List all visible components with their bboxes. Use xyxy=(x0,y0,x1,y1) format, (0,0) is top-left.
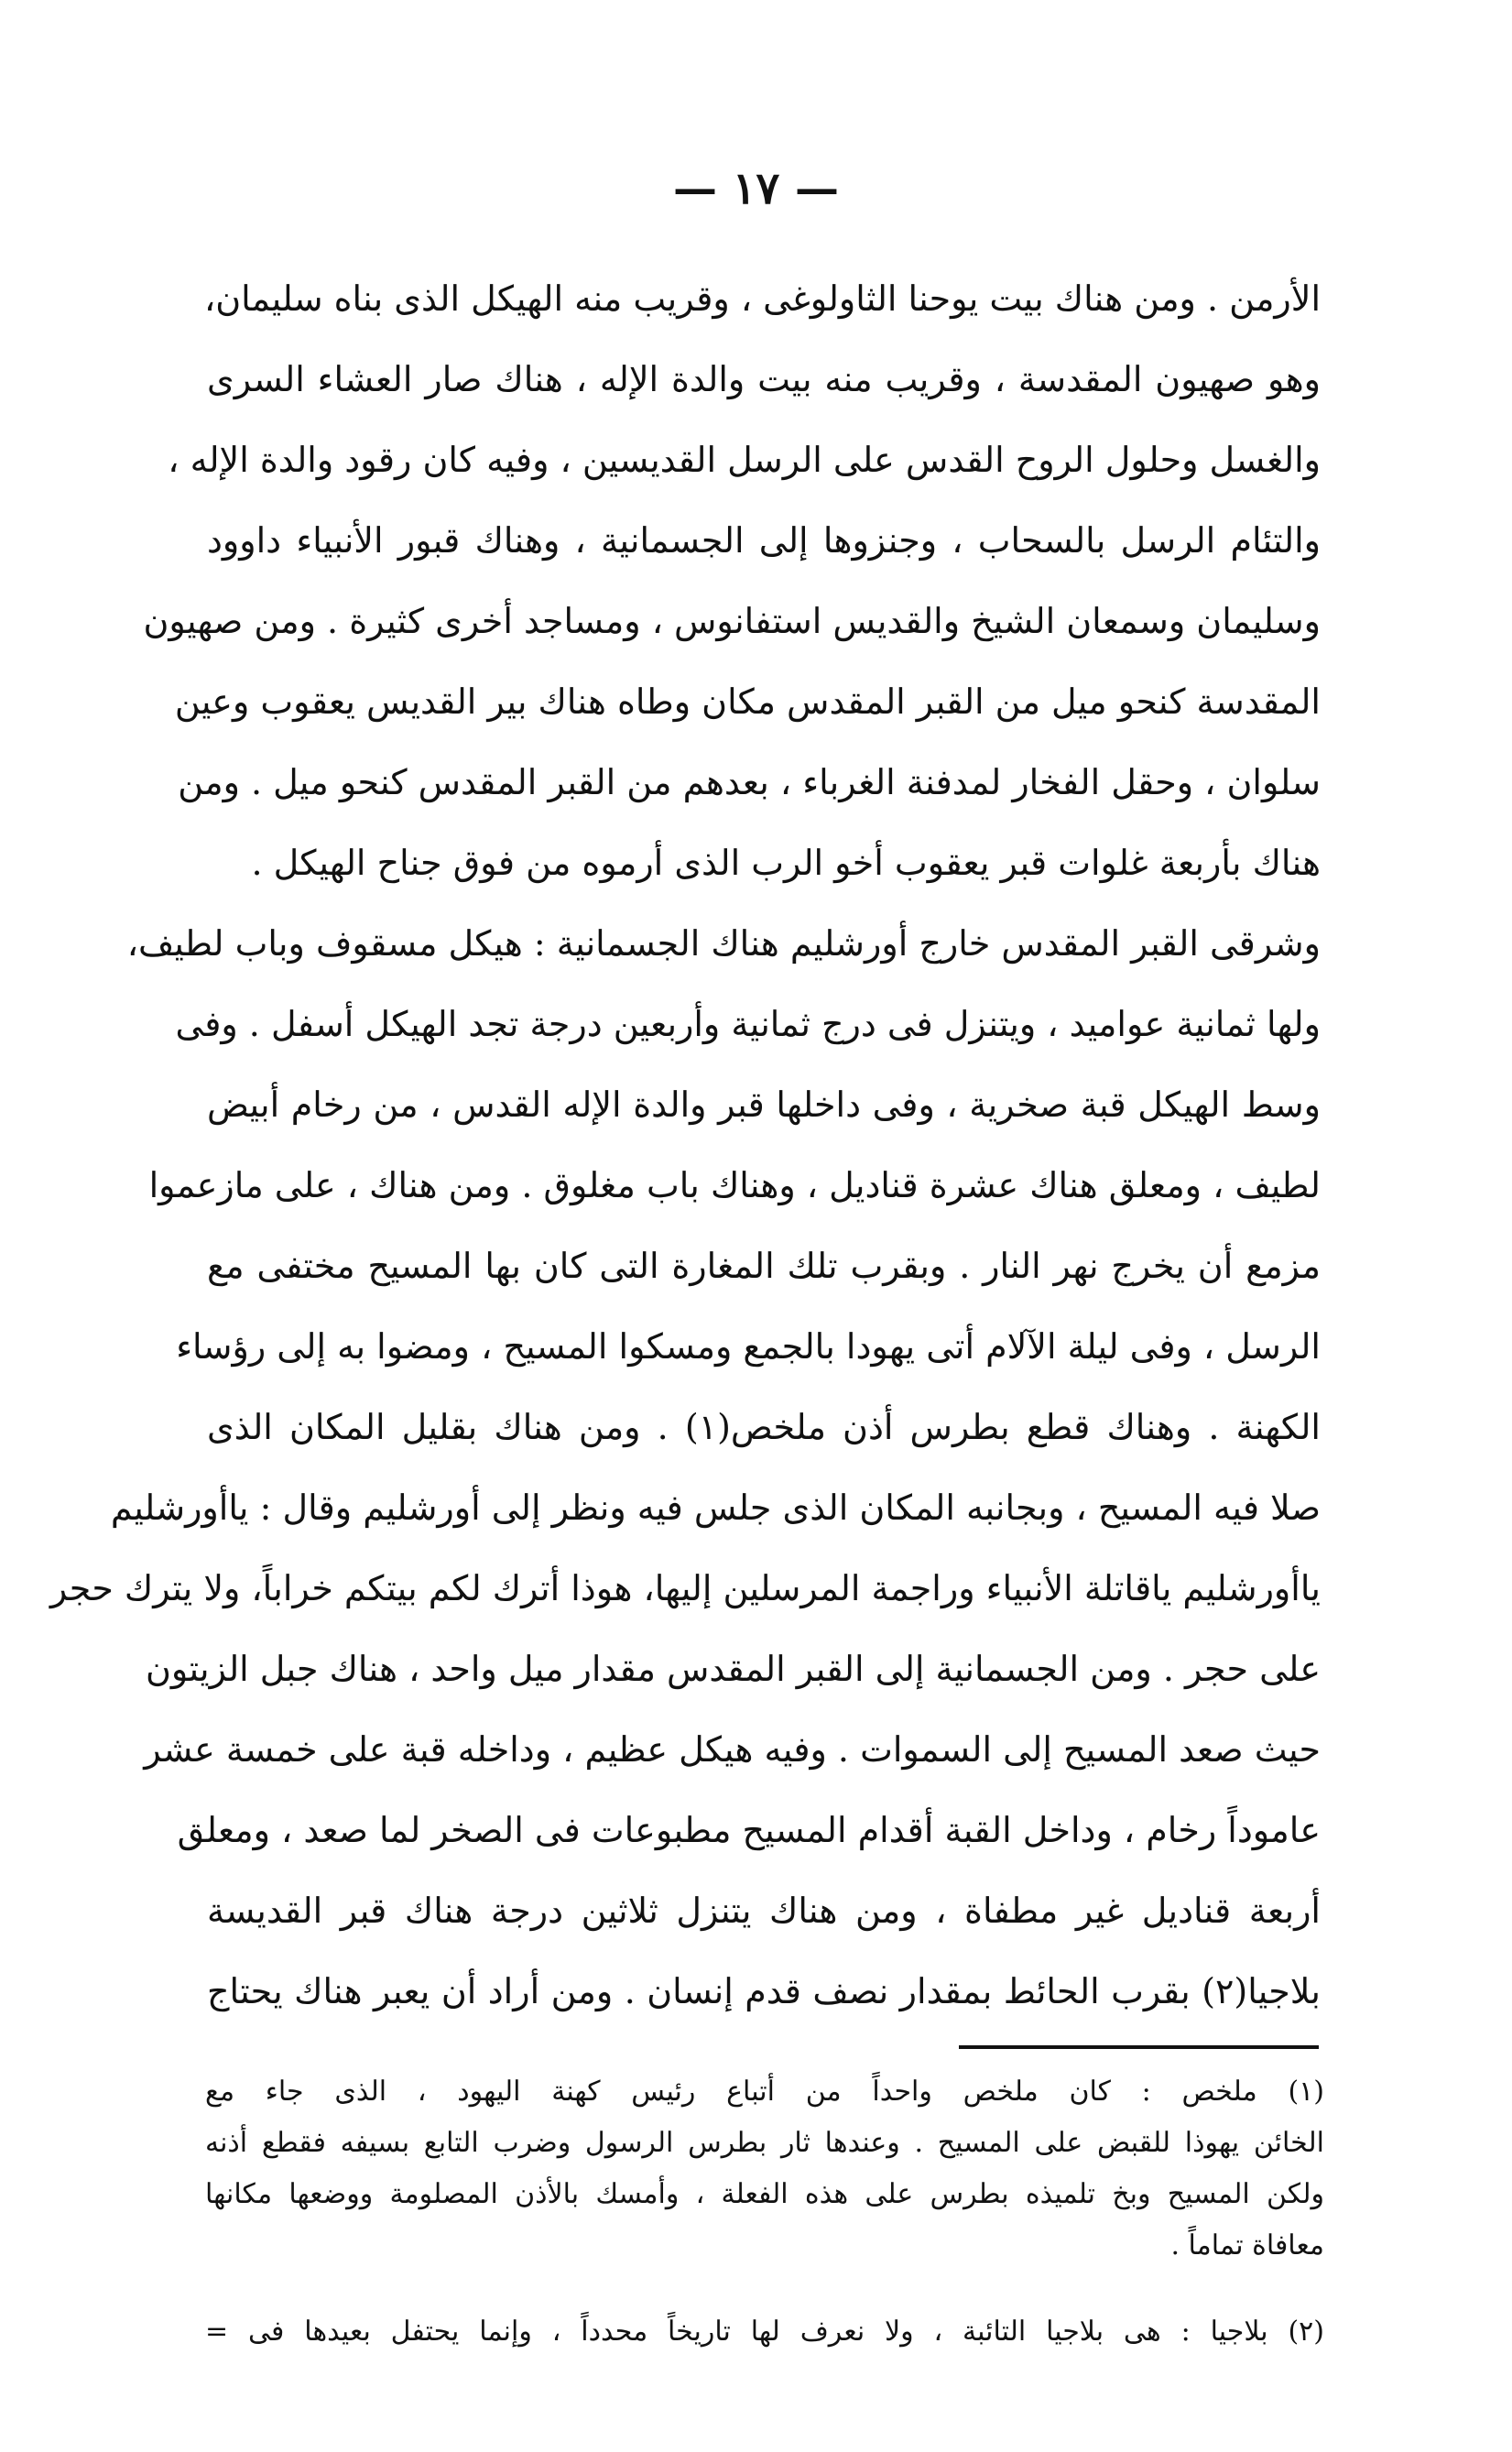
text-line: الرسل ، وفى ليلة الآلام أتى يهودا بالجمع ومسكوا المسيح ، ومضوا به إلى رؤساء xyxy=(176,1326,1321,1367)
text-line: والتئام الرسل بالسحاب ، وجنزوها إلى الجسمانية ، وهناك قبور الأنبياء داوود xyxy=(207,520,1321,561)
footnote-line: ولكن المسيح وبخ تلميذه بطرس على هذه الفعلة ، وأمسك بالأذن المصلومة ووضعها مكانها xyxy=(205,2178,1324,2210)
text-line: وهو صهيون المقدسة ، وقريب منه بيت والدة الإله ، هناك صار العشاء السرى xyxy=(207,359,1321,399)
text-line: وسط الهيكل قبة صخرية ، وفى داخلها قبر والدة الإله القدس ، من رخام أبيض xyxy=(207,1084,1321,1125)
text-line: على حجر . ومن الجسمانية إلى القبر المقدس مقدار ميل واحد ، هناك جبل الزيتون xyxy=(146,1649,1321,1689)
text-line: أربعة قناديل غير مطفاة ، ومن هناك يتنزل ثلاثين درجة هناك قبر القديسة xyxy=(207,1891,1321,1931)
text-line: الأرمن . ومن هناك بيت يوحنا الثاولوغى ، وقريب منه الهيكل الذى بناه سليمان، xyxy=(203,278,1321,319)
footnote-line: (١) ملخص : كان ملخص واحداً من أتباع رئيس كهنة اليهود ، الذى جاء مع xyxy=(205,2076,1324,2108)
footnote-line: معافاة تماماً . xyxy=(1170,2229,1324,2261)
text-line: مزمع أن يخرج نهر النار . وبقرب تلك المغارة التى كان بها المسيح مختفى مع xyxy=(207,1246,1321,1286)
page-number: — ١٧ — xyxy=(673,163,839,214)
text-line: الكهنة . وهناك قطع بطرس أذن ملخص(١) . ومن هناك بقليل المكان الذى xyxy=(207,1407,1321,1447)
text-line: ياأورشليم ياقاتلة الأنبياء وراجمة المرسلين إليها، هوذا أترك لكم بيتكم خراباً، ولا يترك حجر xyxy=(49,1568,1321,1608)
footnote-line: الخائن يهوذا للقبض على المسيح . وعندها ثار بطرس الرسول وضرب التابع بسيفه فقطع أذنه xyxy=(205,2127,1324,2159)
text-line: حيث صعد المسيح إلى السموات . وفيه هيكل عظيم ، وداخله قبة على خمسة عشر xyxy=(144,1729,1321,1770)
text-line: ولها ثمانية عواميد ، ويتنزل فى درج ثمانية وأربعين درجة تجد الهيكل أسفل . وفى xyxy=(175,1004,1321,1044)
footnote-line: (٢) بلاجيا : هى بلاجيا التائبة ، ولا نعرف لها تاريخاً محدداً ، وإنما يحتفل بعيدها فى = xyxy=(205,2316,1324,2348)
text-line: وشرقى القبر المقدس خارج أورشليم هناك الجسمانية : هيكل مسقوف وباب لطيف، xyxy=(126,923,1321,964)
text-line: صلا فيه المسيح ، وبجانبه المكان الذى جلس فيه ونظر إلى أورشليم وقال : ياأورشليم xyxy=(110,1488,1321,1528)
text-line: بلاجيا(٢) بقرب الحائط بمقدار نصف قدم إنسان . ومن أراد أن يعبر هناك يحتاج xyxy=(207,1971,1321,2011)
footnote-2 xyxy=(205,2306,1324,2358)
footnotes xyxy=(205,2066,1324,2392)
text-line: المقدسة كنحو ميل من القبر المقدس مكان وطاه هناك بير القديس يعقوب وعين xyxy=(174,681,1321,722)
text-line: والغسل وحلول الروح القدس على الرسل القديسين ، وفيه كان رقود والدة الإله ، xyxy=(168,440,1321,480)
text-line: لطيف ، ومعلق هناك عشرة قناديل ، وهناك باب مغلوق . ومن هناك ، على مازعموا xyxy=(148,1165,1321,1205)
text-line: هناك بأربعة غلوات قبر يعقوب أخو الرب الذى أرموه من فوق جناح الهيكل . xyxy=(251,843,1321,883)
text-line: سلوان ، وحقل الفخار لمدفنة الغرباء ، بعدهم من القبر المقدس كنحو ميل . ومن xyxy=(178,762,1321,802)
footnote-divider xyxy=(959,2045,1319,2049)
text-line: وسليمان وسمعان الشيخ والقديس استفانوس ، ومساجد أخرى كثيرة . ومن صهيون xyxy=(143,601,1321,641)
main-text xyxy=(49,258,1321,2032)
text-line: عاموداً رخام ، وداخل القبة أقدام المسيح مطبوعات فى الصخر لما صعد ، ومعلق xyxy=(177,1810,1321,1850)
footnote-1 xyxy=(205,2066,1324,2272)
